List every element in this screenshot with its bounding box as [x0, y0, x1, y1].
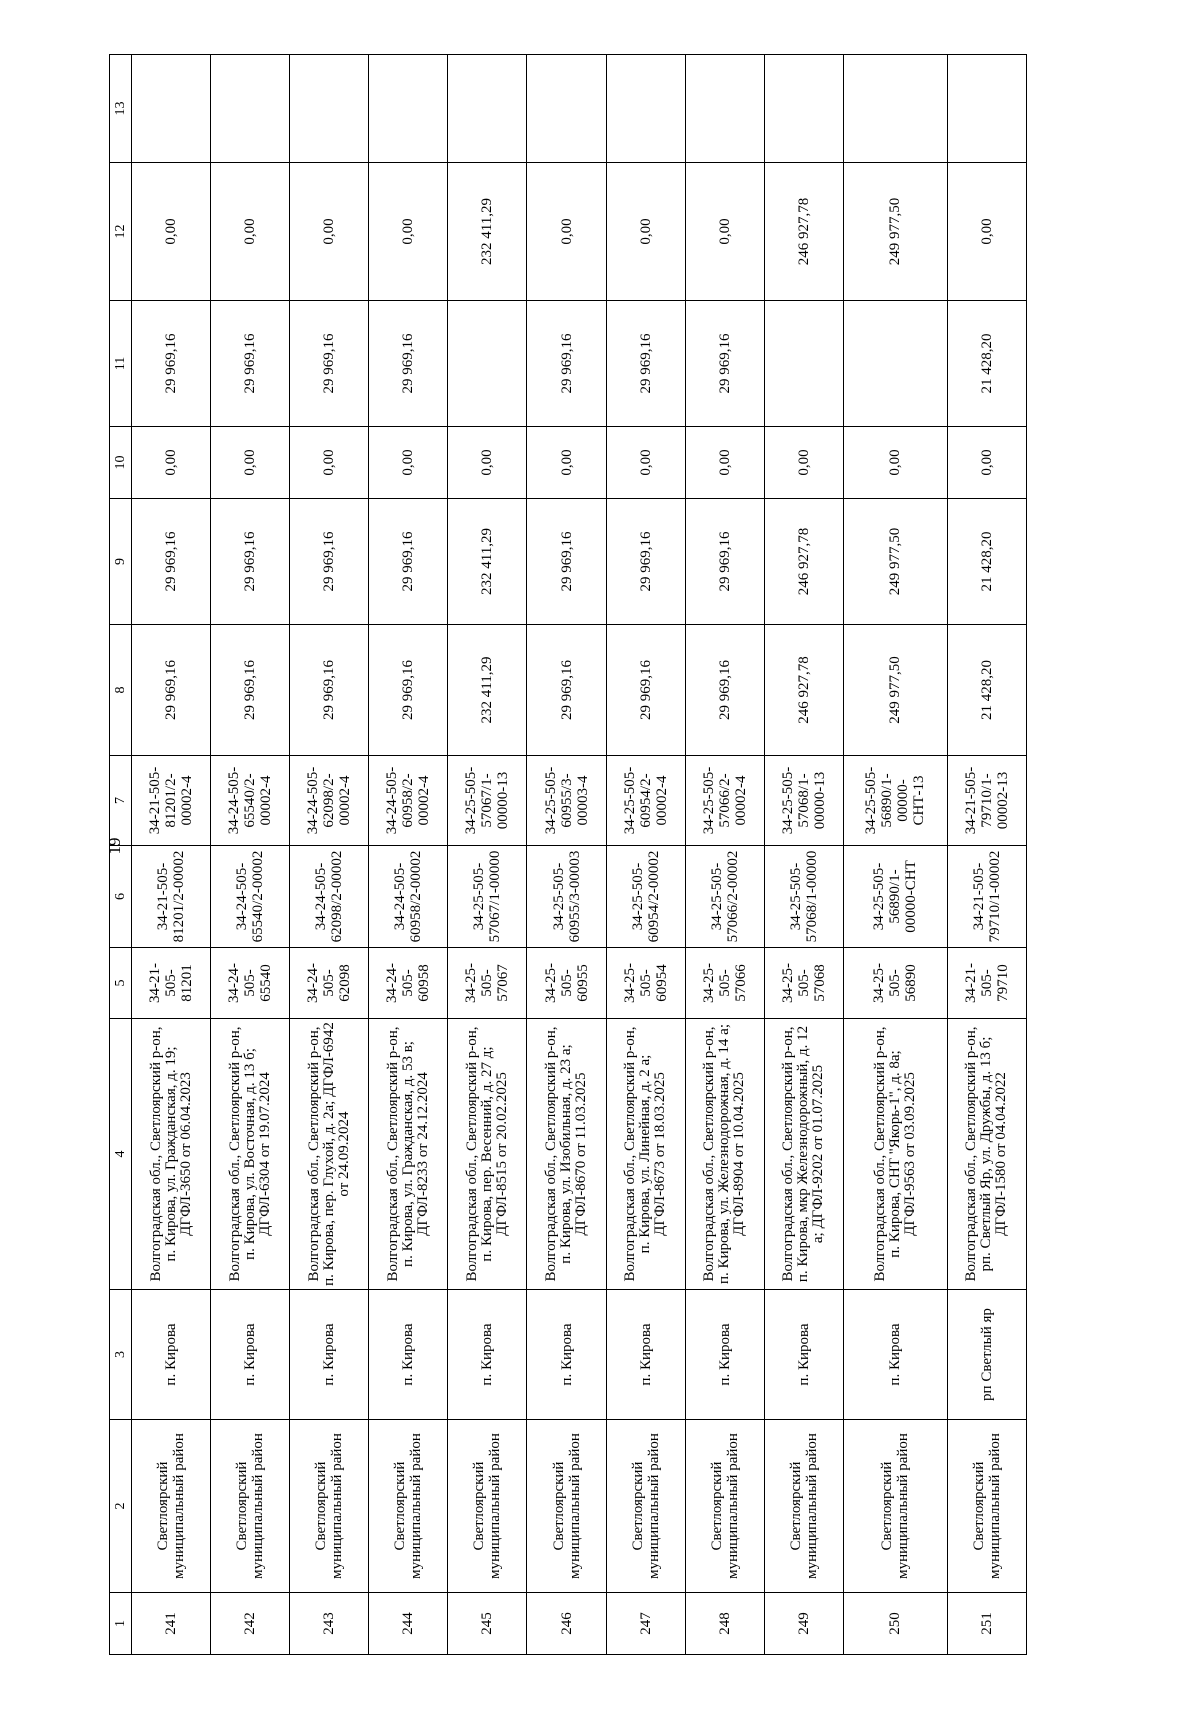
- col13-cell: [685, 55, 764, 163]
- col13-cell: [132, 55, 211, 163]
- district-cell: Светлоярский муниципальный район: [290, 1420, 369, 1593]
- amount-col11-cell: [843, 301, 947, 427]
- table-row: [764, 55, 843, 1655]
- contract-code-cell: 34-25-505-57066/2-00002-4: [685, 756, 764, 846]
- amount-col9-cell: 232 411,29: [448, 499, 527, 625]
- amount-col12-cell: 232 411,29: [448, 163, 527, 301]
- amount-col9-cell: 29 969,16: [211, 499, 290, 625]
- amount-col8-cell: 29 969,16: [527, 625, 606, 756]
- district-cell: Светлоярский муниципальный район: [448, 1420, 527, 1593]
- cadastral-code-cell: 34-25-505-56890: [843, 948, 947, 1019]
- amount-col11-cell: 29 969,16: [290, 301, 369, 427]
- col13-cell: [527, 55, 606, 163]
- row-number-cell: 251: [947, 1593, 1026, 1655]
- cadastral-code-cell: 34-21-505-81201: [132, 948, 211, 1019]
- cadastral-code-cell: 34-21-505-79710: [947, 948, 1026, 1019]
- contract-code-cell: 34-25-505-57068/1-00000-13: [764, 756, 843, 846]
- address-cell: Волгоградская обл., Светлоярский р-он, п. Кирова, ул. Железнодорожная, д. 14 а; ДГФЛ-8904 от 10.04.2025: [685, 1019, 764, 1290]
- amount-col12-cell: 0,00: [132, 163, 211, 301]
- amount-col11-cell: [448, 301, 527, 427]
- column-header: 12: [110, 163, 132, 301]
- amount-col8-cell: 29 969,16: [369, 625, 448, 756]
- cadastral-code-cell: 34-25-505-57068: [764, 948, 843, 1019]
- locality-cell: п. Кирова: [211, 1290, 290, 1420]
- table-row: [211, 55, 290, 1655]
- district-cell: Светлоярский муниципальный район: [132, 1420, 211, 1593]
- amount-col10-cell: 0,00: [527, 427, 606, 499]
- col13-cell: [764, 55, 843, 163]
- amount-col10-cell: 0,00: [290, 427, 369, 499]
- cadastral-code-cell: 34-24-505-62098: [290, 948, 369, 1019]
- column-header: 10: [110, 427, 132, 499]
- address-cell: Волгоградская обл., Светлоярский р-он, п. Кирова, мкр Железнодорожный, д. 12 а; ДГФЛ-9202 от 01.07.2025: [764, 1019, 843, 1290]
- row-number-cell: 245: [448, 1593, 527, 1655]
- object-code-cell: 34-21-505-79710/1-00002: [947, 846, 1026, 948]
- amount-col9-cell: 249 977,50: [843, 499, 947, 625]
- rotated-table-wrapper: [109, 101, 1027, 1655]
- table-row: [606, 55, 685, 1655]
- column-header: 1: [110, 1593, 132, 1655]
- district-cell: Светлоярский муниципальный район: [527, 1420, 606, 1593]
- object-code-cell: 34-24-505-65540/2-00002: [211, 846, 290, 948]
- row-number-cell: 250: [843, 1593, 947, 1655]
- amount-col11-cell: 29 969,16: [211, 301, 290, 427]
- locality-cell: п. Кирова: [132, 1290, 211, 1420]
- contract-code-cell: 34-25-505-56890/1-00000-СНТ-13: [843, 756, 947, 846]
- address-cell: Волгоградская обл., Светлоярский р-он, рп. Светлый Яр, ул. Дружбы, д. 13 б; ДГФЛ-1580 от 04.04.2022: [947, 1019, 1026, 1290]
- object-code-cell: 34-24-505-60958/2-00002: [369, 846, 448, 948]
- amount-col8-cell: 29 969,16: [606, 625, 685, 756]
- table-row: [947, 55, 1026, 1655]
- column-header: 4: [110, 1019, 132, 1290]
- amount-col11-cell: 29 969,16: [606, 301, 685, 427]
- amount-col11-cell: 29 969,16: [527, 301, 606, 427]
- amount-col9-cell: 21 428,20: [947, 499, 1026, 625]
- contract-code-cell: 34-21-505-81201/2-00002-4: [132, 756, 211, 846]
- amount-col9-cell: 29 969,16: [527, 499, 606, 625]
- cadastral-code-cell: 34-25-505-57067: [448, 948, 527, 1019]
- col13-cell: [290, 55, 369, 163]
- amount-col11-cell: [764, 301, 843, 427]
- locality-cell: п. Кирова: [448, 1290, 527, 1420]
- amount-col8-cell: 29 969,16: [290, 625, 369, 756]
- table-row: [843, 55, 947, 1655]
- amount-col10-cell: 0,00: [211, 427, 290, 499]
- amount-col12-cell: 0,00: [685, 163, 764, 301]
- amount-col8-cell: 29 969,16: [211, 625, 290, 756]
- object-code-cell: 34-21-505-81201/2-00002: [132, 846, 211, 948]
- col13-cell: [843, 55, 947, 163]
- column-header: 3: [110, 1290, 132, 1420]
- address-cell: Волгоградская обл., Светлоярский р-он, п. Кирова, пер. Глухой, д. 2а; ДГФЛ-6942 от 24.09.2024: [290, 1019, 369, 1290]
- amount-col8-cell: 29 969,16: [685, 625, 764, 756]
- address-cell: Волгоградская обл., Светлоярский р-он, п. Кирова, СНТ "Якорь-1", д. 8а; ДГФЛ-9563 от 03.09.2025: [843, 1019, 947, 1290]
- district-cell: Светлоярский муниципальный район: [764, 1420, 843, 1593]
- row-number-cell: 242: [211, 1593, 290, 1655]
- amount-col12-cell: 246 927,78: [764, 163, 843, 301]
- table-row: [369, 55, 448, 1655]
- header-row: [110, 55, 132, 1655]
- amount-col10-cell: 0,00: [369, 427, 448, 499]
- locality-cell: п. Кирова: [527, 1290, 606, 1420]
- object-code-cell: 34-24-505-62098/2-00002: [290, 846, 369, 948]
- contract-code-cell: 34-24-505-60958/2-00002-4: [369, 756, 448, 846]
- column-header: 11: [110, 301, 132, 427]
- amount-col11-cell: 29 969,16: [685, 301, 764, 427]
- cadastral-code-cell: 34-25-505-57066: [685, 948, 764, 1019]
- address-cell: Волгоградская обл., Светлоярский р-он, п. Кирова, ул. Гражданская, д. 53 в; ДГФЛ-8233 от 24.12.2024: [369, 1019, 448, 1290]
- column-header: 13: [110, 55, 132, 163]
- locality-cell: п. Кирова: [764, 1290, 843, 1420]
- row-number-cell: 246: [527, 1593, 606, 1655]
- row-number-cell: 249: [764, 1593, 843, 1655]
- col13-cell: [606, 55, 685, 163]
- locality-cell: п. Кирова: [685, 1290, 764, 1420]
- col13-cell: [211, 55, 290, 163]
- district-cell: Светлоярский муниципальный район: [685, 1420, 764, 1593]
- row-number-cell: 247: [606, 1593, 685, 1655]
- amount-col12-cell: 0,00: [606, 163, 685, 301]
- column-header: 6: [110, 846, 132, 948]
- amount-col12-cell: 0,00: [947, 163, 1026, 301]
- row-number-cell: 241: [132, 1593, 211, 1655]
- amount-col9-cell: 246 927,78: [764, 499, 843, 625]
- amount-col12-cell: 0,00: [527, 163, 606, 301]
- col13-cell: [947, 55, 1026, 163]
- table-row: [527, 55, 606, 1655]
- row-number-cell: 248: [685, 1593, 764, 1655]
- locality-cell: п. Кирова: [843, 1290, 947, 1420]
- table-row: [132, 55, 211, 1655]
- table-row: [290, 55, 369, 1655]
- data-table: [109, 54, 1027, 1655]
- amount-col10-cell: 0,00: [947, 427, 1026, 499]
- amount-col10-cell: 0,00: [448, 427, 527, 499]
- contract-code-cell: 34-24-505-65540/2-00002-4: [211, 756, 290, 846]
- amount-col9-cell: 29 969,16: [132, 499, 211, 625]
- amount-col9-cell: 29 969,16: [606, 499, 685, 625]
- address-cell: Волгоградская обл., Светлоярский р-он, п. Кирова, ул. Линейная, д. 2 а; ДГФЛ-8673 от 18.03.2025: [606, 1019, 685, 1290]
- table-row: [448, 55, 527, 1655]
- object-code-cell: 34-25-505-57066/2-00002: [685, 846, 764, 948]
- amount-col8-cell: 232 411,29: [448, 625, 527, 756]
- contract-code-cell: 34-25-505-57067/1-00000-13: [448, 756, 527, 846]
- address-cell: Волгоградская обл., Светлоярский р-он, п. Кирова, ул. Изобильная, д. 23 а; ДГФЛ-8670 от 11.03.2025: [527, 1019, 606, 1290]
- contract-code-cell: 34-24-505-62098/2-00002-4: [290, 756, 369, 846]
- cadastral-code-cell: 34-25-505-60954: [606, 948, 685, 1019]
- column-header: 7: [110, 756, 132, 846]
- district-cell: Светлоярский муниципальный район: [947, 1420, 1026, 1593]
- amount-col8-cell: 246 927,78: [764, 625, 843, 756]
- cadastral-code-cell: 34-24-505-65540: [211, 948, 290, 1019]
- amount-col12-cell: 249 977,50: [843, 163, 947, 301]
- amount-col9-cell: 29 969,16: [369, 499, 448, 625]
- object-code-cell: 34-25-505-60954/2-00002: [606, 846, 685, 948]
- address-cell: Волгоградская обл., Светлоярский р-он, п. Кирова, ул. Восточная, д. 13 б; ДГФЛ-6304 от 19.07.2024: [211, 1019, 290, 1290]
- amount-col12-cell: 0,00: [369, 163, 448, 301]
- page-number: 19: [105, 837, 124, 855]
- district-cell: Светлоярский муниципальный район: [843, 1420, 947, 1593]
- row-number-cell: 243: [290, 1593, 369, 1655]
- amount-col9-cell: 29 969,16: [290, 499, 369, 625]
- column-header: 8: [110, 625, 132, 756]
- column-header: 9: [110, 499, 132, 625]
- column-header: 5: [110, 948, 132, 1019]
- address-cell: Волгоградская обл., Светлоярский р-он, п. Кирова, ул. Гражданская, д. 19; ДГФЛ-3650 от 06.04.2023: [132, 1019, 211, 1290]
- object-code-cell: 34-25-505-57067/1-00000: [448, 846, 527, 948]
- amount-col8-cell: 29 969,16: [132, 625, 211, 756]
- amount-col8-cell: 249 977,50: [843, 625, 947, 756]
- amount-col9-cell: 29 969,16: [685, 499, 764, 625]
- cadastral-code-cell: 34-25-505-60955: [527, 948, 606, 1019]
- column-header: 2: [110, 1420, 132, 1593]
- amount-col11-cell: 21 428,20: [947, 301, 1026, 427]
- amount-col11-cell: 29 969,16: [369, 301, 448, 427]
- locality-cell: п. Кирова: [369, 1290, 448, 1420]
- amount-col10-cell: 0,00: [764, 427, 843, 499]
- table-row: [685, 55, 764, 1655]
- district-cell: Светлоярский муниципальный район: [211, 1420, 290, 1593]
- amount-col10-cell: 0,00: [685, 427, 764, 499]
- col13-cell: [448, 55, 527, 163]
- object-code-cell: 34-25-505-56890/1-00000-СНТ: [843, 846, 947, 948]
- amount-col10-cell: 0,00: [132, 427, 211, 499]
- amount-col11-cell: 29 969,16: [132, 301, 211, 427]
- contract-code-cell: 34-25-505-60954/2-00002-4: [606, 756, 685, 846]
- amount-col10-cell: 0,00: [606, 427, 685, 499]
- cadastral-code-cell: 34-24-505-60958: [369, 948, 448, 1019]
- amount-col10-cell: 0,00: [843, 427, 947, 499]
- amount-col12-cell: 0,00: [290, 163, 369, 301]
- district-cell: Светлоярский муниципальный район: [606, 1420, 685, 1593]
- locality-cell: п. Кирова: [606, 1290, 685, 1420]
- col13-cell: [369, 55, 448, 163]
- locality-cell: п. Кирова: [290, 1290, 369, 1420]
- contract-code-cell: 34-21-505-79710/1-00002-13: [947, 756, 1026, 846]
- amount-col8-cell: 21 428,20: [947, 625, 1026, 756]
- locality-cell: рп Светлый яр: [947, 1290, 1026, 1420]
- district-cell: Светлоярский муниципальный район: [369, 1420, 448, 1593]
- row-number-cell: 244: [369, 1593, 448, 1655]
- address-cell: Волгоградская обл., Светлоярский р-он, п. Кирова, пер. Весенний, д. 27 д; ДГФЛ-8515 от 20.02.2025: [448, 1019, 527, 1290]
- contract-code-cell: 34-25-505-60955/3-00003-4: [527, 756, 606, 846]
- amount-col12-cell: 0,00: [211, 163, 290, 301]
- object-code-cell: 34-25-505-57068/1-00000: [764, 846, 843, 948]
- object-code-cell: 34-25-505-60955/3-00003: [527, 846, 606, 948]
